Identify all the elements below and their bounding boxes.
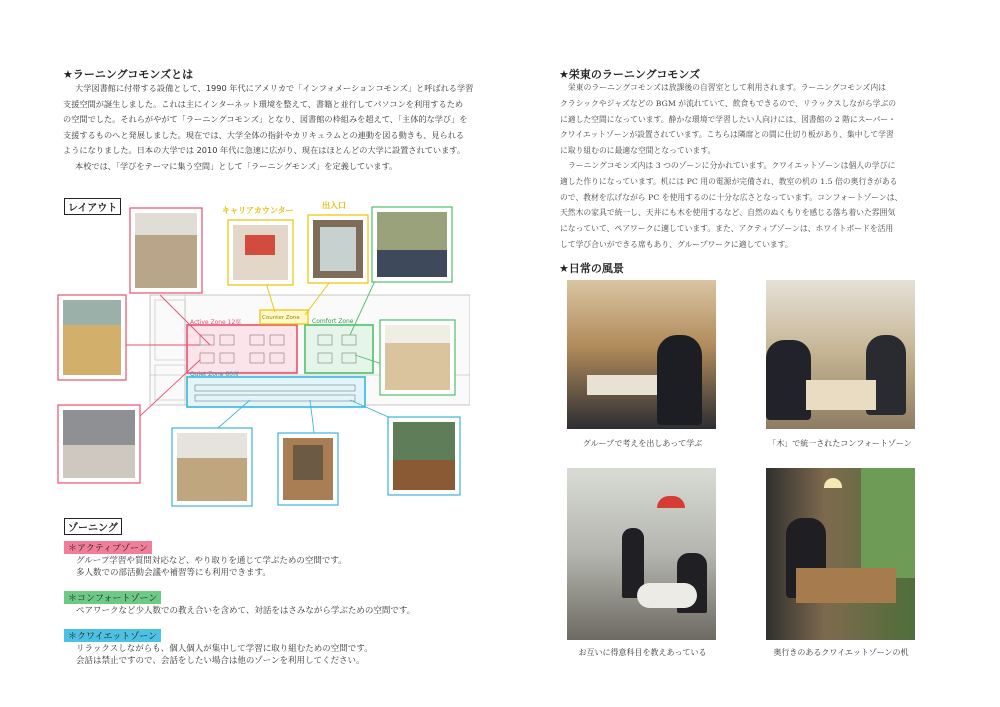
- comfort-zone-label: Comfort Zone: [312, 318, 354, 325]
- photo-group-study: [567, 280, 716, 429]
- zone-desc-line: リラックスしながらも、個人個人が集中して学習に取り組むための空間です。: [76, 644, 373, 654]
- intro-line: の空間でした。それらがやがて「ラーニングコモンズ」となり、図書館の枠組みを超えて、「主体的な学び」を: [63, 114, 468, 125]
- caption-quiet-desk: 奥行きのあるクワイエットゾーンの机: [773, 648, 909, 657]
- zone-desc-line: 多人数での部活動会議や補習等にも利用できます。: [76, 568, 271, 578]
- para-line: クワイエットゾーンが設置されています。こちらは隣席との間に仕切り板があり、集中して学習: [560, 130, 894, 140]
- para-line: ラーニングコモンズ内は 3 つのゾーンに分かれています。クワイエットゾーンは個人の学びに: [568, 161, 896, 170]
- zone-list: [64, 536, 464, 667]
- photo-comfort-zone: [766, 280, 915, 429]
- intro-paragraph: [63, 81, 475, 175]
- entrance-label: 出入口: [322, 201, 346, 210]
- para-line: ので、教材を広げながら PC を使用するのに十分な広さとなっています。コンフォートゾーンは、: [560, 192, 903, 202]
- intro-line: 本校では、「学びをテーマに集う空間」として「ラーニングモンズ」を定義しています。: [75, 160, 398, 171]
- zone-active: [64, 536, 464, 579]
- intro-line: 支援空間が誕生しました。これは主にインターネット環境を整えて、書籍と並行してパソコンを利用するため: [63, 98, 464, 109]
- photo-active-3: [58, 405, 140, 483]
- active-zone: [187, 325, 297, 373]
- photo-quiet-2: [278, 433, 338, 505]
- photo-comfort-2: [380, 320, 455, 395]
- photo-quiet-1: [172, 428, 252, 506]
- photo-counter: [228, 220, 293, 285]
- zone-comfort: [64, 586, 464, 617]
- para-line: に適した空間になっています。静かな環境で学習したい人向けには、図書館の 2 階にスーパー・: [560, 114, 896, 124]
- section-heading-daily: ★日常の風景: [559, 262, 624, 275]
- intro-heading: ★ラーニングコモンズとは: [63, 68, 194, 81]
- para-line: 適した作りになっています。机には PC 用の電源が完備され、教室の机の 1.5 倍の奥行きがある: [560, 176, 898, 186]
- photo-teaching: [567, 468, 716, 640]
- para-line: して学び合いができる席もあり、グループワークに適しています。: [560, 239, 793, 249]
- zone-comfort-name: ＊コンフォートゾーン: [64, 591, 161, 604]
- zone-desc-line: 会話は禁止ですので、会話をしたい場合は他のゾーンを利用してください。: [76, 656, 365, 666]
- intro-line: ようになりました。日本の大学では 2010 年代に急速に広がり、現在はほとんどの大学に設置されています。: [63, 145, 466, 156]
- para-line: 栄東のラーニングコモンズは放課後の自習室として利用されます。ラーニングコモンズ内は: [568, 83, 886, 92]
- photo-entrance: [308, 215, 368, 283]
- zone-active-name: ＊アクティブゾーン: [64, 541, 152, 554]
- para-line: に取り組むのに最適な空間となっています。: [560, 146, 716, 156]
- caption-group-study: グループで考えを出しあって学ぶ: [582, 439, 703, 448]
- para-line: 天然木の家具で統一し、天井にも木を使用するなど、自然のぬくもりを感じる落ち着いた雰囲気: [560, 208, 896, 218]
- photo-quiet-desk: [766, 468, 915, 640]
- zone-quiet-name: ＊クワイエットゾーン: [64, 629, 161, 642]
- layout-label: レイアウト: [64, 198, 121, 215]
- zone-desc-line: ペアワークなど少人数での教え合いを含めて、対話をはさみながら学ぶための空間です。: [76, 606, 416, 616]
- photo-active-1: [130, 208, 202, 293]
- layout-diagram: [50, 195, 470, 520]
- comfort-zone: [305, 325, 373, 373]
- quiet-zone: [187, 377, 365, 407]
- zoning-label: ゾーニング: [64, 518, 122, 535]
- photo-active-2: [58, 295, 126, 380]
- sakae-paragraph-2: [560, 158, 948, 253]
- caption-comfort-zone: 「木」で統一されたコンフォートゾーン: [768, 439, 912, 448]
- counter-zone-label: Counter Zone: [262, 315, 300, 321]
- intro-line: 大学図書館に付帯する設備として、1990 年代にアメリカで「インフォメーションコモンズ」と呼ばれる学習: [75, 83, 474, 93]
- zone-desc-line: グループ学習や質問対応など、やり取りを通じて学ぶための空間です。: [76, 556, 347, 566]
- career-counter-label: キャリアカウンター: [222, 206, 294, 215]
- photo-quiet-3: [388, 417, 460, 495]
- zone-quiet: [64, 624, 464, 667]
- intro-line: 支援するものへと発展しました。現在では、大学全体の指針やカリキュラムとの連動を図る動きも、見られる: [63, 129, 465, 140]
- sakae-paragraph-1: [560, 80, 948, 159]
- caption-teaching: お互いに得意科目を教えあっている: [578, 648, 707, 657]
- para-line: になっていて、ペアワークに適しています。また、アクティブゾーンは、ホワイトボードを活用: [560, 224, 894, 234]
- quiet-zone-label: Quiet Zone 60席: [190, 371, 239, 378]
- photo-comfort-1: [372, 207, 452, 282]
- active-zone-label: Active Zone 12席: [190, 319, 242, 326]
- section-heading-sakae: ★栄東のラーニングコモンズ: [559, 68, 701, 81]
- para-line: クラシックやジャズなどの BGM が流れていて、飲食もできるので、リラックスしながら学ぶの: [560, 98, 897, 108]
